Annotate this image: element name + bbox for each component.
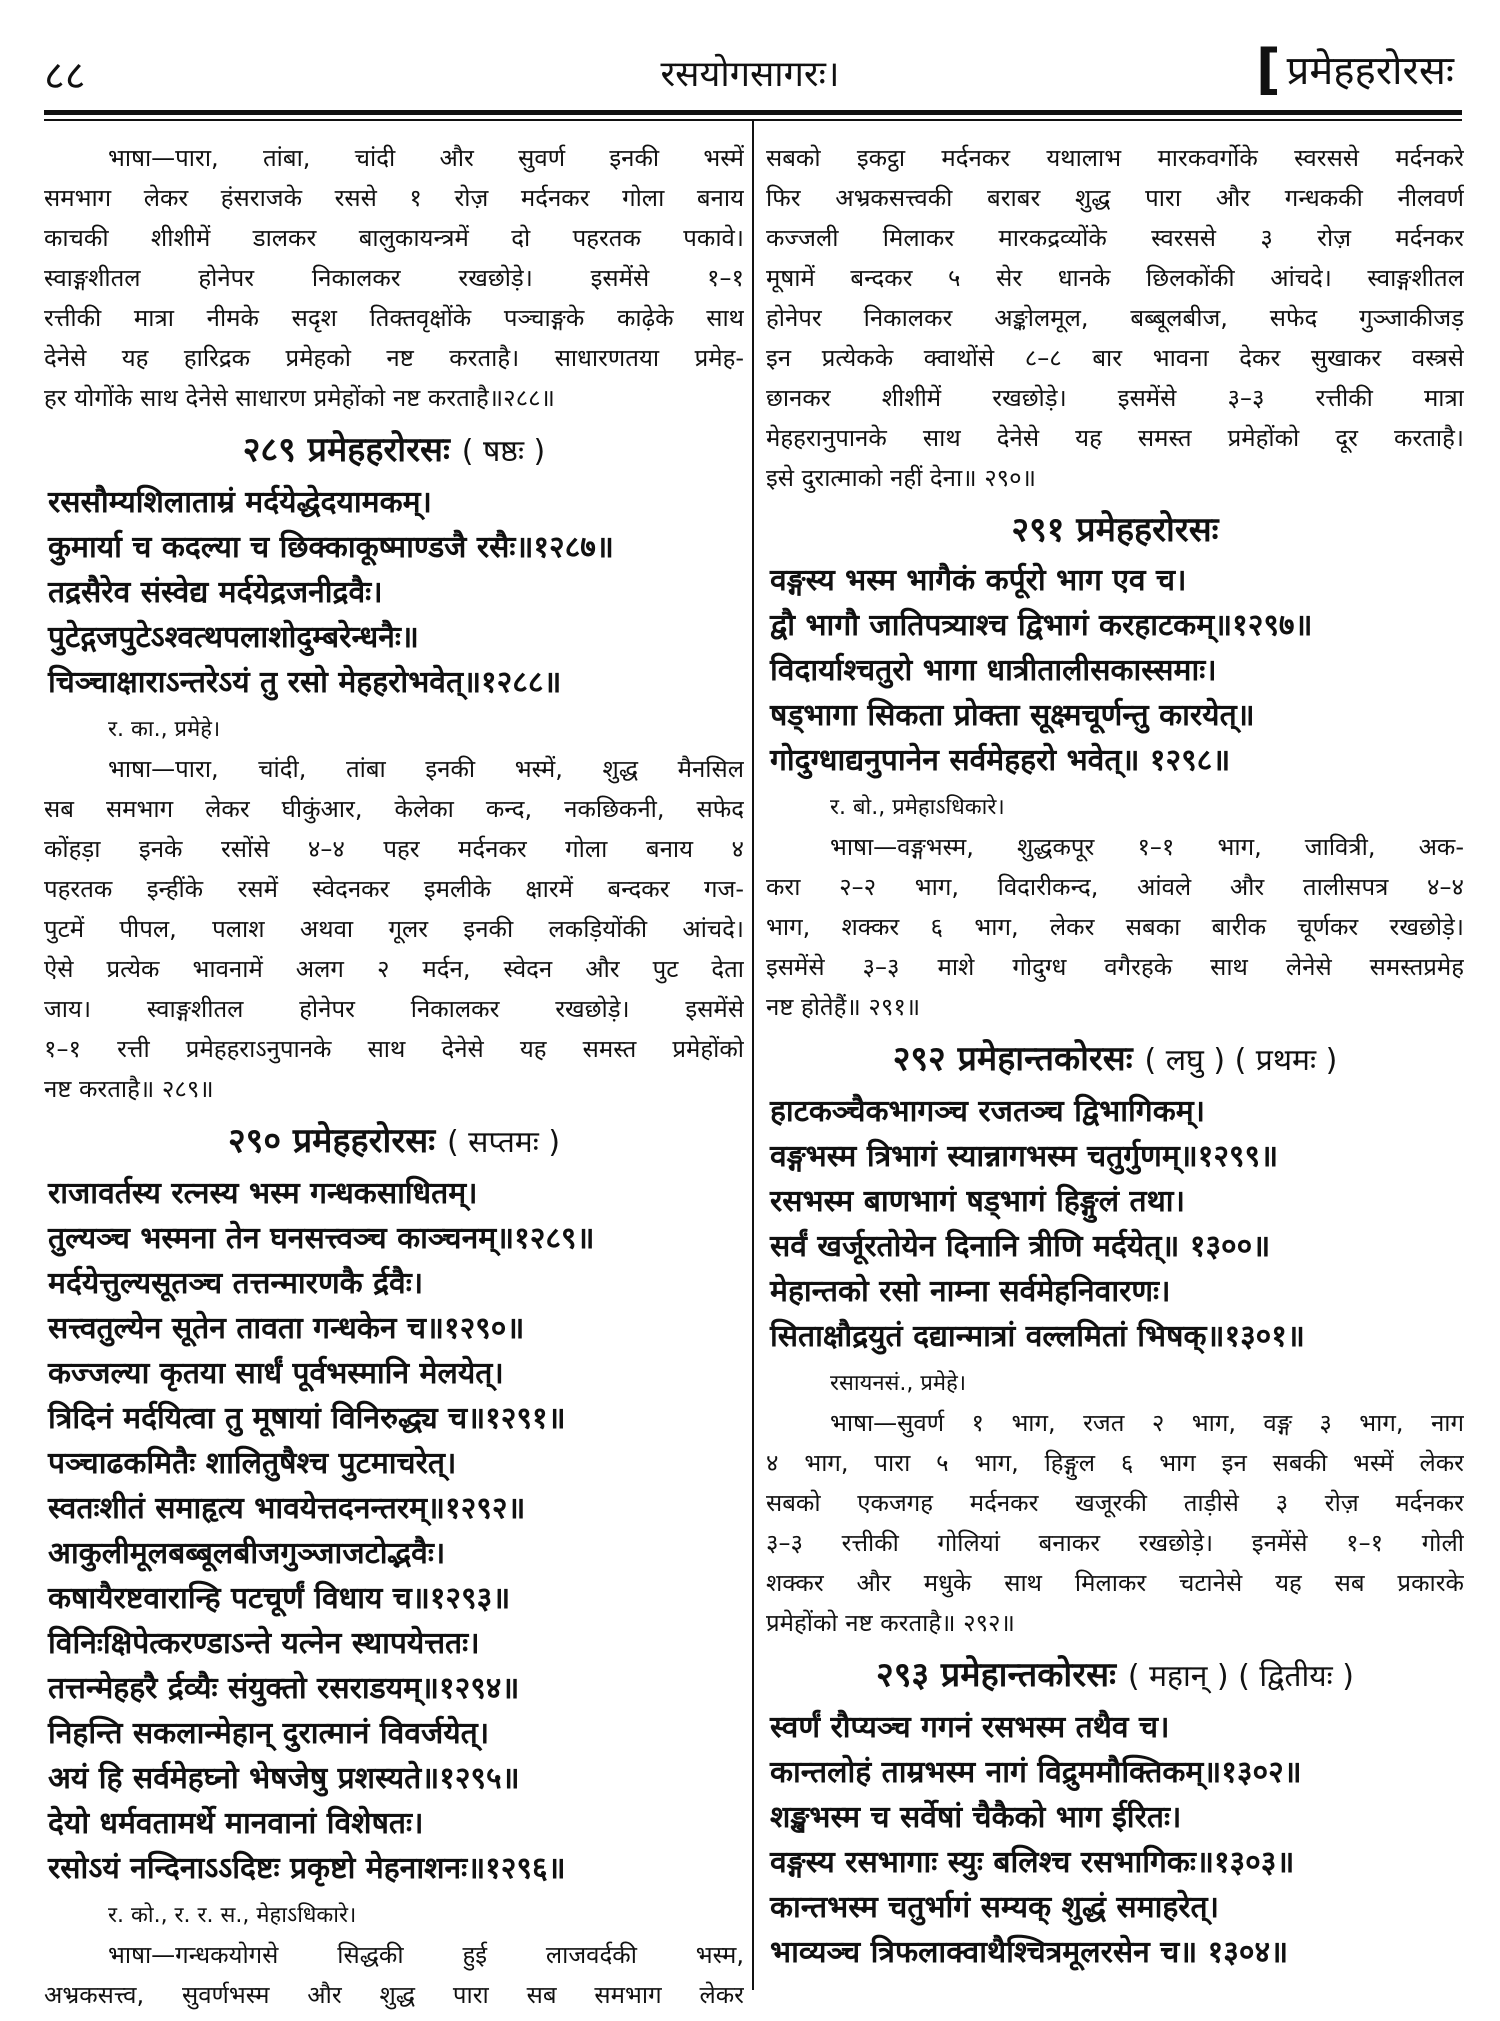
recipe-heading-292: [766, 1033, 1464, 1087]
verse-line: स्वतःशीतं समाहृत्य भावयेत्तदनन्तरम्॥१२९२॥: [48, 1491, 526, 1526]
prose-line: छानकर शीशीमें रखछोड़े। इसमेंसे ३–३ रत्तीकी मात्रा: [766, 384, 1464, 412]
prose-line: शक्कर और मधुके साथ मिलाकर चटानेसे यह सब प्रकारके: [766, 1569, 1464, 1597]
prose-line: पुटमें पीपल, पलाश अथवा गूलर इनकी लकड़ियोंकी आंचदे।: [44, 915, 744, 943]
prose-line: समभाग लेकर हंसराजके रससे १ रोज़ मर्दनकर गोला बनाय: [44, 184, 744, 212]
prose-288: [44, 138, 744, 418]
prose-line: नष्ट होतेहैं॥ २९१॥: [766, 993, 921, 1021]
prose-line: कोंहड़ा इनके रसोंसे ४–४ पहर मर्दनकर गोला बनाय ४: [44, 835, 744, 863]
prose-line: अभ्रकसत्त्व, सुवर्णभस्म और शुद्ध पारा सब समभाग लेकर: [44, 1981, 744, 2009]
prose-line: कज्जली मिलाकर मारकद्रव्योंके स्वरससे ३ रोज़ मर्दनकर: [766, 224, 1464, 252]
verse-line: तद्रसैरेव संस्वेद्य मर्दयेद्रजनीद्रवैः।: [48, 575, 383, 610]
verse-line: आकुलीमूलबब्बूलबीजगुञ्जाजटोद्भवैः।: [48, 1536, 446, 1571]
prose-line: ४ भाग, पारा ५ भाग, हिङ्गुल ६ भाग इन सबकी भस्में लेकर: [766, 1449, 1464, 1477]
recipe-heading-293: [766, 1649, 1464, 1703]
verse-line: मेहान्तको रसो नाम्ना सर्वमेहनिवारणः।: [770, 1274, 1171, 1309]
prose-line: सब समभाग लेकर घीकुंआर, केलेका कन्द, नकछिकनी, सफेद: [44, 795, 744, 823]
prose-line: मेहहरानुपानके साथ देनेसे यह समस्त प्रमेहोंको दूर करताहै।: [766, 424, 1464, 452]
prose-line: पहरतक इन्हींके रसमें स्वेदनकर इमलीके क्षारमें बन्दकर गज-: [44, 875, 744, 903]
book-title: रसयोगसागरः।: [660, 54, 840, 95]
prose-line: भाषा—गन्धकयोगसे सिद्धकी हुई लाजवर्दकी भस्म,: [108, 1941, 744, 1969]
verse-line: मर्दयेत्तुल्यसूतञ्च तत्तन्मारणकै र्द्रवैः।: [48, 1266, 424, 1301]
verse-line: कुमार्या च कदल्या च छिक्काकूष्माण्डजै रसैः॥१२८७॥: [48, 530, 614, 565]
verse-line: वङ्गस्य भस्म भागैकं कर्पूरो भाग एव च।: [770, 563, 1187, 598]
prose-line: स्वाङ्गशीतल होनेपर निकालकर रखछोड़े। इसमेंसे १–१: [44, 264, 744, 292]
prose-line: १–१ रत्ती प्रमेहहराऽनुपानके साथ देनेसे यह समस्त प्रमेहोंको: [44, 1035, 744, 1063]
recipe-heading-290: [44, 1115, 744, 1169]
recipe-heading-289: [44, 424, 744, 478]
verse-line: द्वौ भागौ जातिपत्र्याश्च द्विभागं करहाटकम्॥१२९७॥: [770, 608, 1313, 643]
prose-line: रत्तीकी मात्रा नीमके सदृश तिक्तवृक्षोंके पञ्चाङ्गके काढ़ेके साथ: [44, 304, 744, 332]
heading-sub: ( सप्तमः ): [446, 1125, 561, 1160]
prose-line: देनेसे यह हारिद्रक प्रमेहको नष्ट करताहै। साधारणतया प्रमेह-: [44, 344, 744, 372]
verse-line: कान्तलोहं ताम्रभस्म नागं विद्रुममौक्तिकम्॥१३०२॥: [770, 1755, 1302, 1790]
heading-title: २९३ प्रमेहान्तकोरसः: [876, 1655, 1116, 1695]
prose-line: काचकी शीशीमें डालकर बालुकायन्त्रमें दो पहरतक पकावे।: [44, 224, 744, 252]
section-title-text: प्रमेहहरोरसः: [1286, 48, 1454, 94]
prose-289: [44, 749, 744, 1109]
left-column: [44, 138, 744, 2021]
prose-line: होनेपर निकालकर अङ्कोलमूल, बब्बूलबीज, सफेद गुञ्जाकीजड़: [766, 304, 1464, 332]
verse-line: षड्भागा सिकता प्रोक्ता सूक्ष्मचूर्णन्तु कारयेत्॥: [770, 698, 1255, 733]
verse-line: रससौम्यशिलाताम्रं मर्दयेद्धेदयामकम्।: [48, 485, 432, 520]
prose-line: मूषामें बन्दकर ५ सेर धानके छिलकोंकी आंचदे। स्वाङ्गशीतल: [766, 264, 1464, 292]
prose-292: [766, 1403, 1464, 1643]
heading-sub: ( लघु ) ( प्रथमः ): [1144, 1043, 1338, 1078]
verse-290: [44, 1171, 744, 1891]
verse-line: शङ्खभस्म च सर्वेषां चैकैको भाग ईरितः।: [770, 1800, 1182, 1835]
verse-line: स्वर्णं रौप्यञ्च गगनं रसभस्म तथैव च।: [770, 1710, 1170, 1745]
source-citation: र. का., प्रमेहे।: [108, 717, 221, 742]
prose-line: हर योगोंके साथ देनेसे साधारण प्रमेहोंको नष्ट करताहै॥२८८॥: [44, 384, 555, 412]
prose-line: सबको एकजगह मर्दनकर खजूरकी ताड़ीसे ३ रोज़ मर्दनकर: [766, 1489, 1464, 1517]
page-number: ८८: [44, 53, 86, 99]
bracket-glyph: [: [1255, 38, 1281, 101]
verse-line: तुल्यञ्च भस्मना तेन घनसत्त्वञ्च काञ्चनम्॥१२८९॥: [48, 1221, 595, 1256]
verse-line: तत्तन्मेहहरै र्द्रव्यैः संयुक्तो रसराडयम्॥१२९४॥: [48, 1671, 520, 1706]
heading-title: २९१ प्रमेहहरोरसः: [1011, 510, 1219, 550]
section-title: [1256, 38, 1454, 101]
prose-line: सबको इकट्ठा मर्दनकर यथालाभ मारकवर्गोके स्वरससे मर्दनकरे: [766, 144, 1464, 172]
verse-line: राजावर्तस्य रत्नस्य भस्म गन्धकसाधितम्।: [48, 1176, 478, 1211]
verse-line: वङ्गभस्म त्रिभागं स्यान्नागभस्म चतुर्गुणम्॥१२९९॥: [770, 1139, 1279, 1174]
prose-line: इन प्रत्येकके क्वाथोंसे ८–८ बार भावना देकर सुखाकर वस्त्रसे: [766, 344, 1464, 372]
prose-line: भाषा—पारा, चांदी, तांबा इनकी भस्में, शुद्ध मैनसिल: [108, 755, 744, 783]
verse-line: रसभस्म बाणभागं षड्भागं हिङ्गुलं तथा।: [770, 1184, 1185, 1219]
heading-title: २९२ प्रमेहान्तकोरसः: [892, 1039, 1133, 1079]
recipe-heading-291: [766, 504, 1464, 556]
verse-line: वङ्गस्य रसभागाः स्युः बलिश्च रसभागिकः॥१३०३॥: [770, 1845, 1295, 1880]
verse-line: हाटकञ्चैकभागञ्च रजतञ्च द्विभागिकम्।: [770, 1094, 1206, 1129]
prose-line: ऐसे प्रत्येक भावनामें अलग २ मर्दन, स्वेदन और पुट देता: [44, 955, 744, 983]
verse-line: गोदुग्धाद्यनुपानेन सर्वमेहहरो भवेत्॥ १२९८॥: [770, 743, 1231, 778]
verse-289: [44, 480, 744, 705]
verse-line: विदार्याश्चतुरो भागा धात्रीतालीसकास्समाः।: [770, 653, 1217, 688]
verse-line: सर्वं खर्जूरतोयेन दिनानि त्रीणि मर्दयेत्॥ १३००॥: [770, 1229, 1271, 1264]
prose-line: इसमेंसे ३–३ माशे गोदुग्ध वगैरहके साथ लेनेसे समस्तप्रमेह: [766, 953, 1464, 981]
prose-line: जाय। स्वाङ्गशीतल होनेपर निकालकर रखछोड़े। इसमेंसे: [44, 995, 744, 1023]
prose-line: भाषा—पारा, तांबा, चांदी और सुवर्ण इनकी भस्में: [108, 144, 744, 172]
header-rule-thick: [44, 110, 1462, 115]
page-header: [40, 38, 1460, 108]
verse-line: भाव्यञ्च त्रिफलाक्वाथैश्चित्रमूलरसेन च॥ १३०४॥: [770, 1935, 1289, 1970]
verse-line: सिताक्षौद्रयुतं दद्यान्मात्रां वल्लमितां भिषक्॥१३०१॥: [770, 1319, 1305, 1354]
verse-line: त्रिदिनं मर्दयित्वा तु मूषायां विनिरुद्ध्य च॥१२९१॥: [48, 1401, 566, 1436]
source-citation: र. को., र. र. स., मेहाऽधिकारे।: [108, 1903, 357, 1928]
prose-line: भाग, शक्कर ६ भाग, लेकर सबका बारीक चूर्णकर रखछोड़े।: [766, 913, 1464, 941]
prose-291: [766, 827, 1464, 1027]
prose-line: इसे दुरात्माको नहीं देना॥ २९०॥: [766, 464, 1037, 492]
verse-291: [766, 558, 1464, 783]
verse-line: विनिःक्षिपेत्करण्डाऽन्ते यत्नेन स्थापयेत्ततः।: [48, 1626, 480, 1661]
verse-line: पुटेद्गजपुटेऽश्वत्थपलाशोदुम्बरेन्धनैः॥: [48, 620, 419, 655]
prose-line: करा २–२ भाग, विदारीकन्द, आंवले और तालीसपत्र ४–४: [766, 873, 1464, 901]
verse-line: चिञ्चाक्षाराऽन्तरेऽयं तु रसो मेहहरोभवेत्॥१२८८॥: [48, 665, 562, 700]
prose-line: प्रमेहोंको नष्ट करताहै॥ २९२॥: [766, 1609, 1015, 1637]
verse-line: कषायैरष्टवारान्हि पटचूर्णं विधाय च॥१२९३॥: [48, 1581, 511, 1616]
prose-line: फिर अभ्रकसत्त्वकी बराबर शुद्ध पारा और गन्धककी नीलवर्ण: [766, 184, 1464, 212]
verse-line: कज्जल्या कृतया सार्धं पूर्वभस्मानि मेलयेत्।: [48, 1356, 504, 1391]
prose-line: भाषा—सुवर्ण १ भाग, रजत २ भाग, वङ्ग ३ भाग, नाग: [830, 1409, 1464, 1437]
heading-title: २८९ प्रमेहहरोरसः: [242, 430, 450, 470]
verse-line: पञ्चाढकमितैः शालितुषैश्च पुटमाचरेत्।: [48, 1446, 457, 1481]
right-column: [766, 138, 1464, 1981]
source-citation: रसायनसं., प्रमेहे।: [830, 1371, 967, 1396]
prose-line: ३–३ रत्तीकी गोलियां बनाकर रखछोड़े। इनमेंसे १–१ गोली: [766, 1529, 1464, 1557]
prose-line: भाषा—वङ्गभस्म, शुद्धकपूर १–१ भाग, जावित्री, अक-: [830, 833, 1464, 861]
verse-line: देयो धर्मवतामर्थे मानवानां विशेषतः।: [48, 1806, 424, 1841]
heading-sub: ( षष्ठः ): [461, 434, 546, 469]
verse-293: [766, 1705, 1464, 1975]
verse-line: अयं हि सर्वमेहघ्नो भेषजेषु प्रशस्यते॥१२९५॥: [48, 1761, 520, 1796]
heading-sub: ( महान् ) ( द्वितीयः ): [1127, 1659, 1354, 1694]
prose-290-cont: [766, 138, 1464, 498]
prose-line: नष्ट करताहै॥ २८९॥: [44, 1075, 214, 1103]
column-divider: [752, 120, 754, 1990]
source-citation: र. बो., प्रमेहाऽधिकारे।: [830, 795, 1005, 820]
verse-line: निहन्ति सकलान्मेहान् दुरात्मानं विवर्जयेत्।: [48, 1716, 490, 1751]
verse-292: [766, 1089, 1464, 1359]
heading-title: २९० प्रमेहहरोरसः: [227, 1121, 436, 1161]
verse-line: सत्त्वतुल्येन सूतेन तावता गन्धकेन च॥१२९०॥: [48, 1311, 525, 1346]
verse-line: कान्तभस्म चतुर्भागं सम्यक् शुद्धं समाहरेत्।: [770, 1890, 1220, 1925]
prose-290: [44, 1935, 744, 2015]
verse-line: रसोऽयं नन्दिनाऽऽदिष्टः प्रकृष्टो मेहनाशनः॥१२९६॥: [48, 1851, 566, 1886]
